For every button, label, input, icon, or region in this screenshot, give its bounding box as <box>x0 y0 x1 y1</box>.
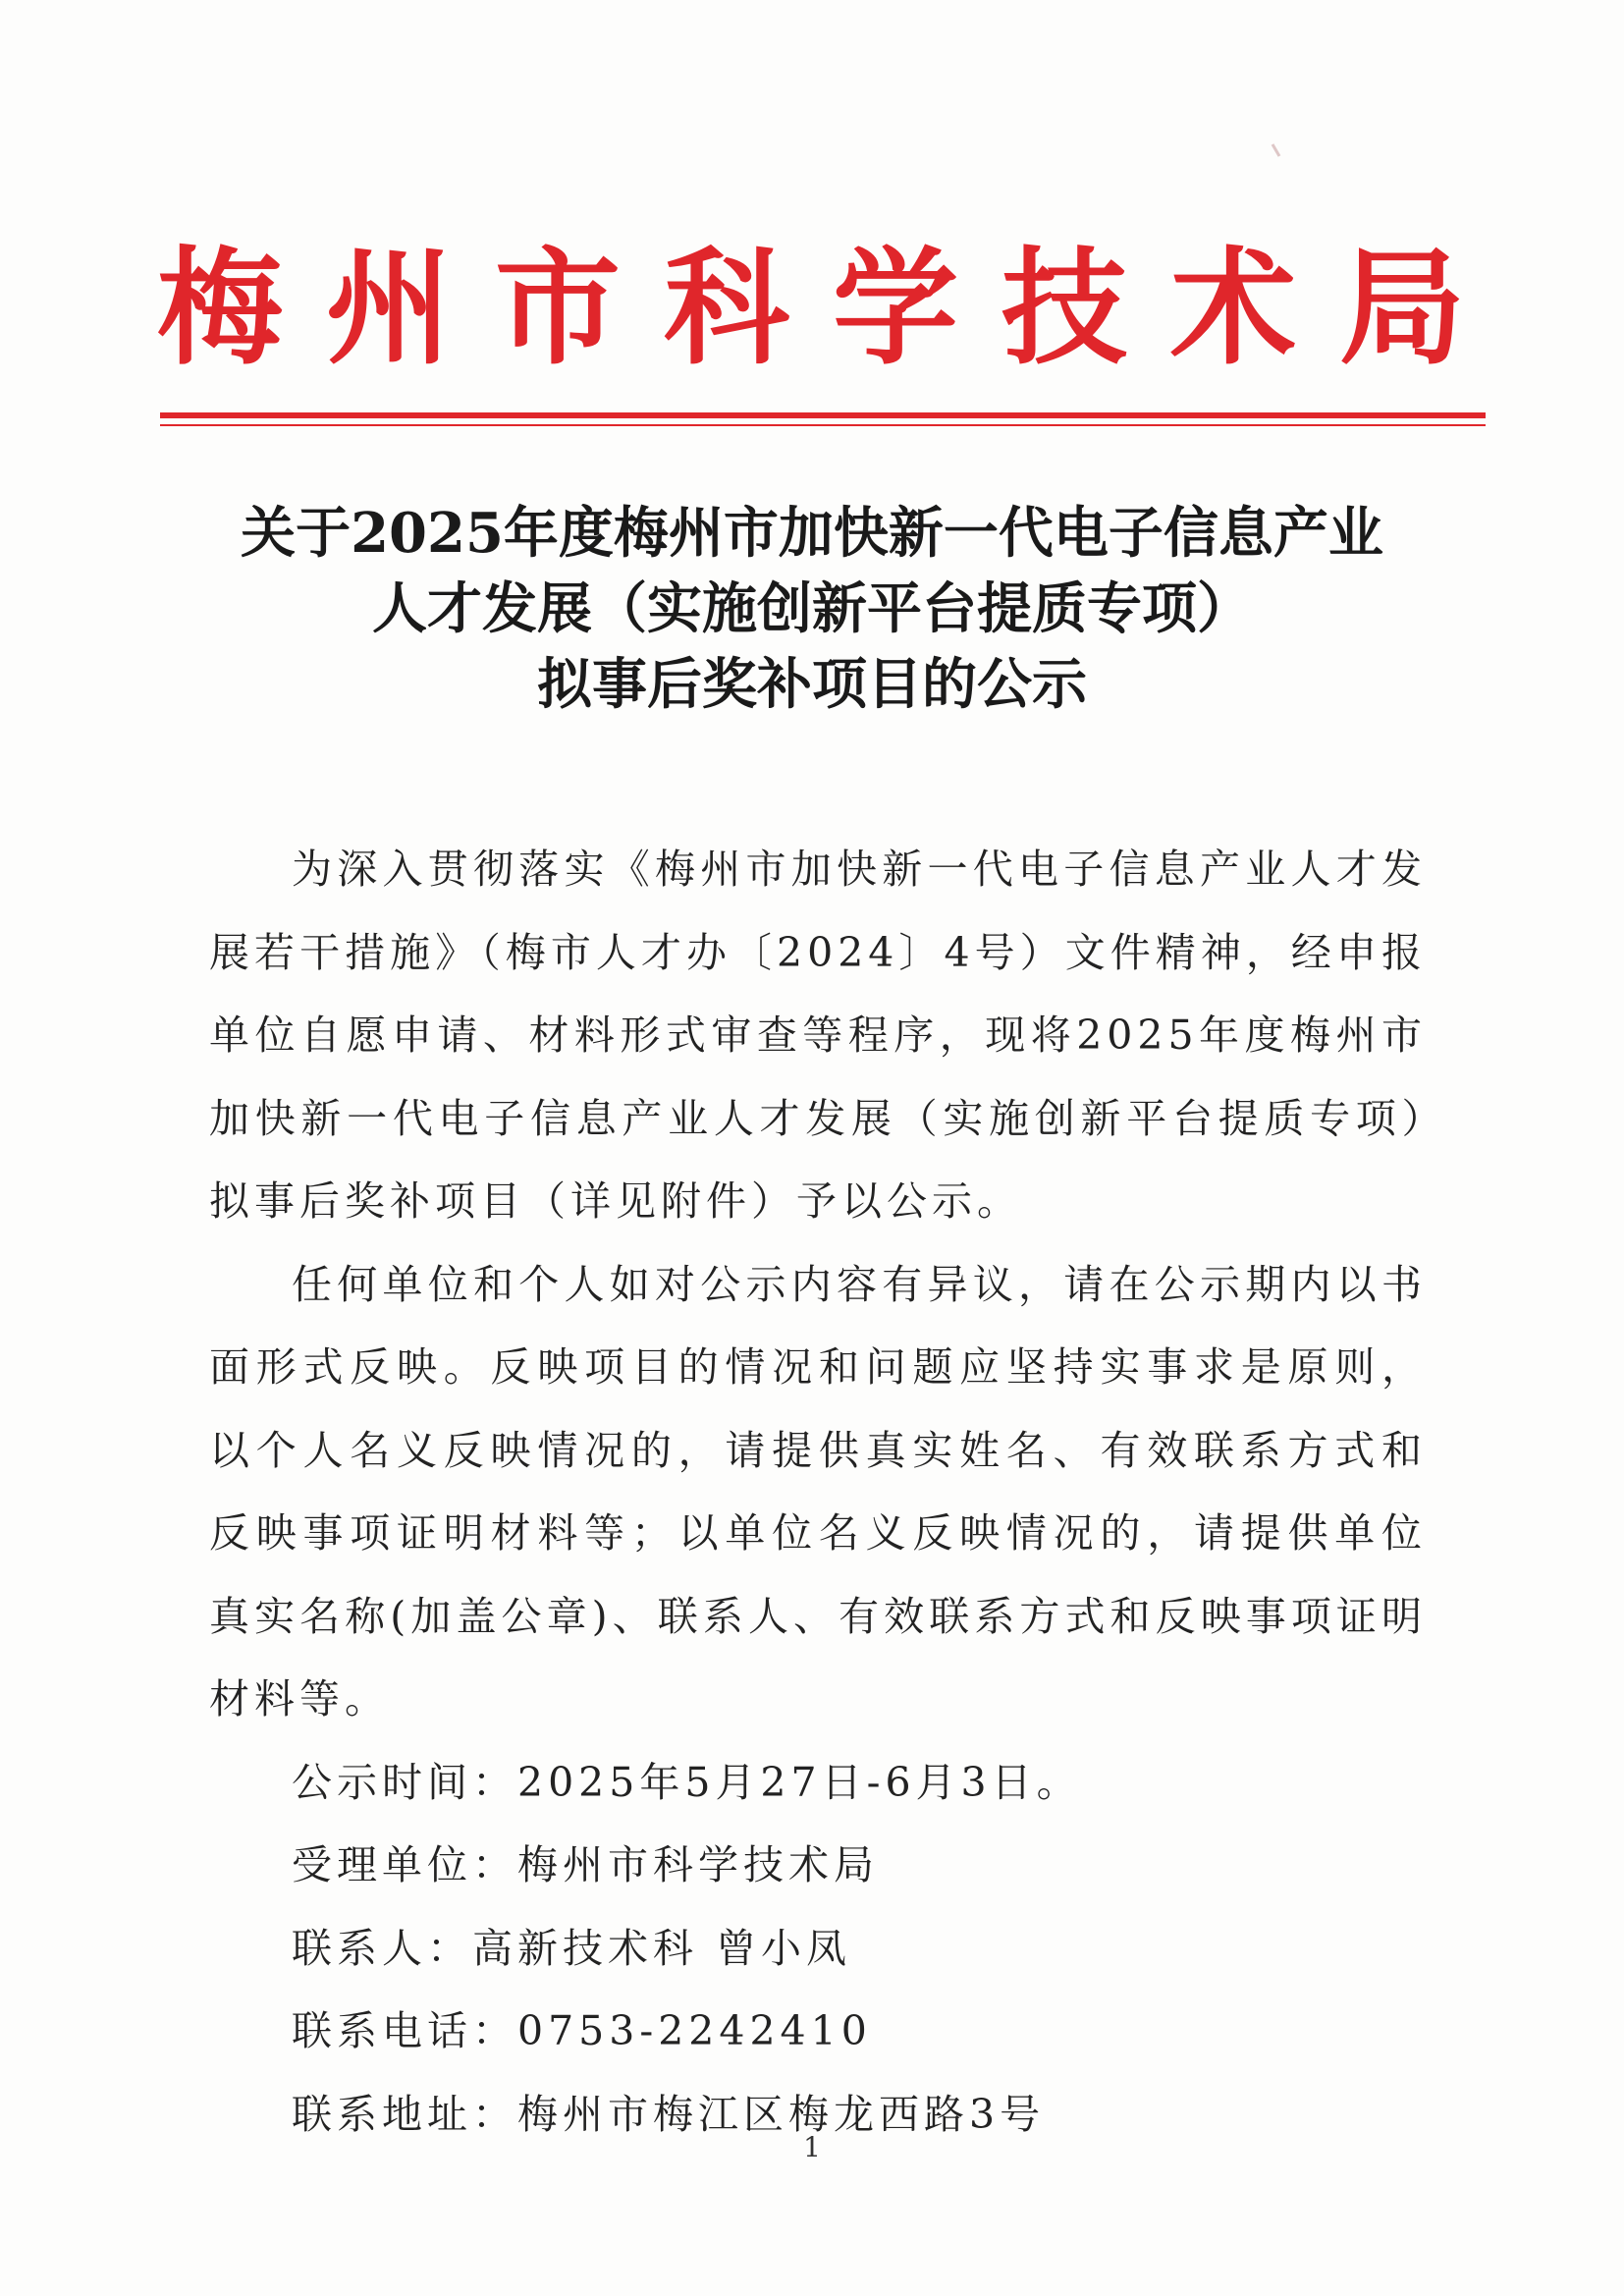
contact-address: 联系地址：梅州市梅江区梅龙西路3号 <box>292 2090 1046 2138</box>
title-line-1: 关于2025年度梅州市加快新一代电子信息产业 <box>241 501 1383 566</box>
page-number: 1 <box>803 2131 821 2163</box>
scan-speck <box>1272 143 1281 157</box>
contact-phone: 联系电话：0753-2242410 <box>292 2007 872 2054</box>
notice-period: 公示时间：2025年5月27日-6月3日。 <box>292 1758 1082 1806</box>
title-line-2: 人才发展（实施创新平台提质专项） <box>372 576 1252 641</box>
body-paragraph-1: 为深入贯彻落实《梅州市加快新一代电子信息产业人才发展若干措施》（梅市人才办〔2024〕4号）文件精神，经申报单位自愿申请、材料形式审查等程序，现将2025年度梅州市加快新一代电子信息产业人才发展（实施创新平台提质专项）拟事后奖补项目（详见附件）予以公示。 <box>209 846 1427 1225</box>
body-paragraph-2: 任何单位和个人如对公示内容有异议，请在公示期内以书面形式反映。反映项目的情况和问题应坚持实事求是原则，以个人名义反映情况的，请提供真实姓名、有效联系方式和反映事项证明材料等；以单位名义反映情况的，请提供单位真实名称(加盖公章)、联系人、有效联系方式和反映事项证明材料等。 <box>209 1260 1427 1722</box>
document-body <box>209 828 1427 2156</box>
letterhead-red-rule-thin <box>160 424 1486 426</box>
document-title <box>157 496 1467 723</box>
contact-person: 联系人：高新技术科 曾小凤 <box>292 1924 852 1972</box>
title-line-3: 拟事后奖补项目的公示 <box>537 652 1087 717</box>
letterhead-org-name: 梅州市科学技术局 <box>157 236 1509 382</box>
letterhead-red-rule <box>160 412 1486 418</box>
accepting-unit: 受理单位：梅州市科学技术局 <box>292 1841 879 1888</box>
